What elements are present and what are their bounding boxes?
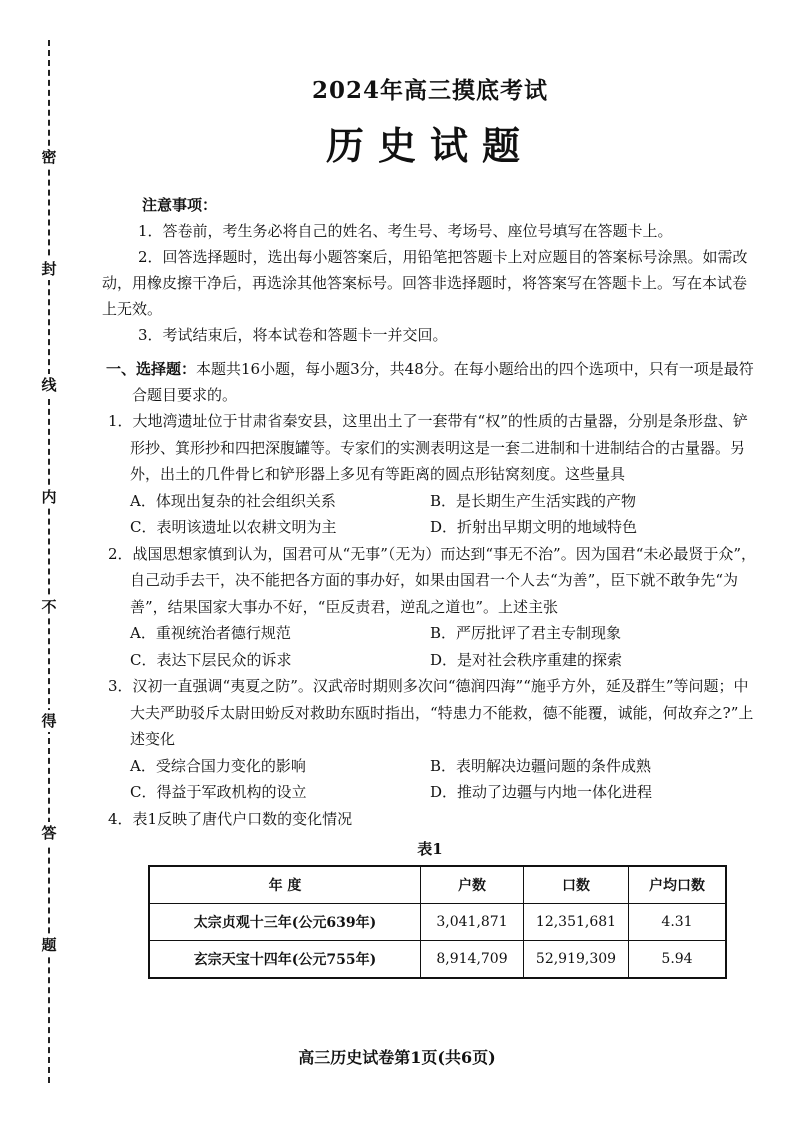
option-d: D．是对社会秩序重建的探索 <box>430 650 623 669</box>
notice-item-1: 1．答卷前，考生务必将自己的姓名、考生号、考场号、座位号填写在答题卡上。 <box>138 222 673 240</box>
question-1 <box>102 408 758 541</box>
seal-char-8: 题 <box>38 934 60 956</box>
option-c: C．表达下层民众的诉求 <box>130 650 292 669</box>
question-3 <box>102 673 758 806</box>
seal-char-7: 答 <box>38 822 60 844</box>
notice-item-3: 3．考试结束后，将本试卷和答题卡一并交回。 <box>138 326 448 344</box>
option-c: C．得益于军政机构的设立 <box>130 783 307 801</box>
option-b: B．表明解决边疆问题的条件成熟 <box>430 756 652 775</box>
notice-title: 注意事项： <box>142 196 218 214</box>
exam-content <box>102 72 758 979</box>
table-header-row <box>149 866 726 904</box>
question-options <box>102 753 758 806</box>
table-cell: 12,351,681 <box>524 904 629 941</box>
option-d: D．推动了边疆与内地一体化进程 <box>430 783 653 801</box>
option-b: B．严厉批评了君主专制现象 <box>430 624 622 642</box>
notice-item-2: 2．回答选择题时，选出每小题答案后，用铅笔把答题卡上对应题目的答案标号涂黑。如需改动，用橡皮擦干净后，再选涂其他答案标号。回答非选择题时，将答案写在答题卡上。写在本试卷上无效。 <box>102 248 748 318</box>
table-cell: 3,041,871 <box>421 904 524 941</box>
table-cell: 52,919,309 <box>524 941 629 979</box>
section-heading <box>106 356 758 408</box>
binding-dashed-line <box>48 40 50 1083</box>
question-2 <box>102 541 758 674</box>
question-number: 1． <box>108 412 133 430</box>
table-header-year: 年 度 <box>149 866 421 904</box>
question-options <box>102 488 758 541</box>
question-text: 战国思想家慎到认为，国君可从“无事”（无为）而达到“事无不治”。因为国君“未必最贤于众”，自己动手去干，决不能把各方面的事办好，如果由国君一个人去“为善”，臣下就不敢争先“为善”，结果国家大事办不好，“臣反责君，逆乱之道也”。上述主张 <box>130 544 757 616</box>
question-text: 大地湾遗址位于甘肃省秦安县，这里出土了一套带有“权”的性质的古量器，分别是条形盘、铲形抄、箕形抄和四把深腹罐等。专家们的实测表明这是一套二进制和十进制结合的古量器。另外，出土的几件骨匕和铲形器上多见有等距离的圆点形钻窝刻度。这些量具 <box>130 412 748 483</box>
seal-char-4: 内 <box>38 486 60 508</box>
table-header-population: 口数 <box>524 866 629 904</box>
table-cell: 太宗贞观十三年(公元639年) <box>149 904 421 941</box>
table-cell: 5.94 <box>629 941 727 979</box>
table-header-households: 户数 <box>421 866 524 904</box>
household-table <box>148 865 727 979</box>
option-d: D．折射出早期文明的地域特色 <box>430 518 638 536</box>
seal-char-2: 封 <box>38 258 60 280</box>
seal-char-6: 得 <box>38 710 60 732</box>
question-number: 3． <box>108 677 133 695</box>
page-footer: 高三历史试卷第1页(共6页) <box>298 1048 496 1067</box>
question-options <box>102 620 758 673</box>
option-c: C．表明该遗址以农耕文明为主 <box>130 518 337 536</box>
question-text: 汉初一直强调“夷夏之防”。汉武帝时期则多次问“德润四海”“施乎方外，延及群生”等问题；中大夫严助驳斥太尉田蚡反对救助东瓯时指出，“特患力不能救，德不能覆，诚能，何故弃之?”上述变化 <box>130 677 754 748</box>
subject-title: 历史试题 <box>325 123 534 168</box>
option-a: A．体现出复杂的社会组织关系 <box>130 491 336 510</box>
table-row <box>149 941 726 979</box>
table-caption: 表1 <box>417 840 443 858</box>
question-stem <box>102 408 758 488</box>
seal-char-3: 线 <box>38 374 60 396</box>
question-stem <box>102 673 758 753</box>
question-stem <box>102 806 758 833</box>
question-4 <box>102 806 758 833</box>
seal-char-1: 密 <box>38 146 60 168</box>
table-cell: 玄宗天宝十四年(公元755年) <box>149 941 421 979</box>
question-number: 4． <box>108 809 133 828</box>
question-number: 2． <box>108 544 133 563</box>
table-cell: 4.31 <box>629 904 727 941</box>
table-row <box>149 904 726 941</box>
seal-char-5: 不 <box>38 596 60 618</box>
question-text: 表1反映了唐代户口数的变化情况 <box>132 809 353 828</box>
question-stem <box>102 541 758 621</box>
option-a: A．受综合国力变化的影响 <box>130 756 306 775</box>
table-header-per-household: 户均口数 <box>629 866 727 904</box>
section-label: 一、选择题： <box>106 360 197 378</box>
table-cell: 8,914,709 <box>421 941 524 979</box>
exam-title: 2024年高三摸底考试 <box>311 77 548 104</box>
section-instruction: 本题共16小题，每小题3分，共48分。在每小题给出的四个选项中，只有一项是最符合题目要求的。 <box>132 360 754 404</box>
option-b: B．是长期生产生活实践的产物 <box>430 491 637 510</box>
option-a: A．重视统治者德行规范 <box>130 624 291 642</box>
